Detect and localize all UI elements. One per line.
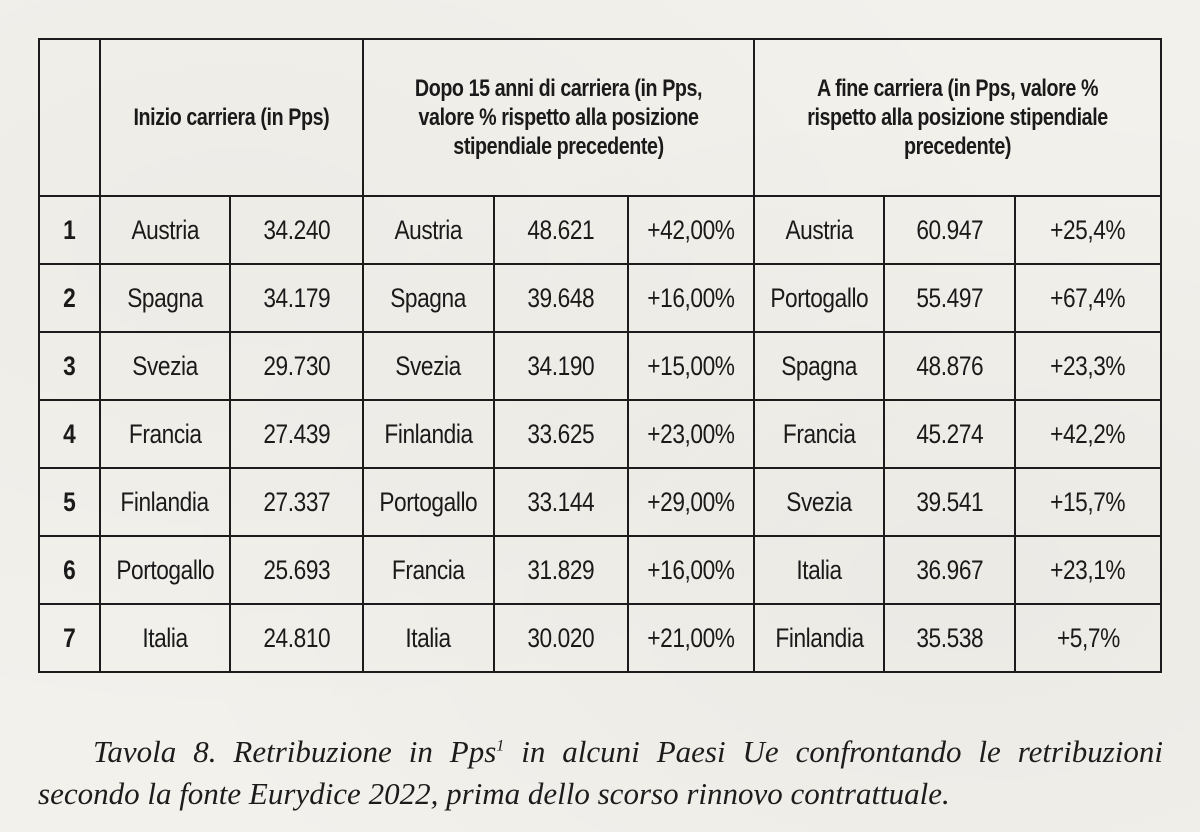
header-rank xyxy=(39,39,100,196)
start-value-cell: 25.693 xyxy=(230,536,363,604)
end-value-cell: 55.497 xyxy=(884,264,1015,332)
start-country-cell: Italia xyxy=(100,604,230,672)
table-row xyxy=(39,536,1161,604)
table-row xyxy=(39,468,1161,536)
mid-value-cell: 48.621 xyxy=(494,196,628,264)
end-value-cell: 48.876 xyxy=(884,332,1015,400)
start-value-cell: 34.240 xyxy=(230,196,363,264)
start-value-cell: 34.179 xyxy=(230,264,363,332)
start-country-cell: Spagna xyxy=(100,264,230,332)
end-country-cell: Italia xyxy=(754,536,884,604)
table-row xyxy=(39,332,1161,400)
mid-value-cell: 31.829 xyxy=(494,536,628,604)
salary-comparison-table xyxy=(38,38,1162,673)
mid-country-cell: Francia xyxy=(363,536,494,604)
rank-cell: 1 xyxy=(39,196,100,264)
rank-cell: 3 xyxy=(39,332,100,400)
rank-cell: 4 xyxy=(39,400,100,468)
mid-percent-cell: +29,00% xyxy=(628,468,754,536)
end-country-cell: Portogallo xyxy=(754,264,884,332)
start-country-cell: Portogallo xyxy=(100,536,230,604)
mid-value-cell: 39.648 xyxy=(494,264,628,332)
rank-cell: 7 xyxy=(39,604,100,672)
end-percent-cell: +15,7% xyxy=(1015,468,1161,536)
caption-text-start: Tavola 8. Retribuzione in Pps xyxy=(93,734,497,769)
mid-country-cell: Italia xyxy=(363,604,494,672)
end-percent-cell: +5,7% xyxy=(1015,604,1161,672)
end-value-cell: 45.274 xyxy=(884,400,1015,468)
caption-text-end: in alcuni Paesi Ue confrontando le retribuzioni secondo la fonte Eurydice 2022, prima dello scorso rinnovo contrattuale. xyxy=(38,734,1163,811)
end-country-cell: Francia xyxy=(754,400,884,468)
start-value-cell: 27.439 xyxy=(230,400,363,468)
start-country-cell: Svezia xyxy=(100,332,230,400)
end-percent-cell: +23,3% xyxy=(1015,332,1161,400)
start-country-cell: Finlandia xyxy=(100,468,230,536)
header-career-start: Inizio carriera (in Pps) xyxy=(100,39,363,196)
mid-value-cell: 33.144 xyxy=(494,468,628,536)
end-country-cell: Spagna xyxy=(754,332,884,400)
start-value-cell: 27.337 xyxy=(230,468,363,536)
table-header-row xyxy=(39,39,1161,196)
mid-percent-cell: +42,00% xyxy=(628,196,754,264)
mid-country-cell: Svezia xyxy=(363,332,494,400)
table-caption xyxy=(38,731,1163,815)
end-country-cell: Austria xyxy=(754,196,884,264)
end-value-cell: 60.947 xyxy=(884,196,1015,264)
table-row xyxy=(39,400,1161,468)
table-row xyxy=(39,604,1161,672)
end-value-cell: 39.541 xyxy=(884,468,1015,536)
mid-country-cell: Austria xyxy=(363,196,494,264)
header-after-15-years: Dopo 15 anni di carriera (in Pps, valore % rispetto alla posizione stipendiale precedente) xyxy=(363,39,754,196)
end-value-cell: 36.967 xyxy=(884,536,1015,604)
table-row xyxy=(39,196,1161,264)
mid-country-cell: Spagna xyxy=(363,264,494,332)
end-percent-cell: +23,1% xyxy=(1015,536,1161,604)
table-body xyxy=(39,196,1161,672)
mid-percent-cell: +15,00% xyxy=(628,332,754,400)
mid-value-cell: 34.190 xyxy=(494,332,628,400)
end-value-cell: 35.538 xyxy=(884,604,1015,672)
start-value-cell: 24.810 xyxy=(230,604,363,672)
rank-cell: 2 xyxy=(39,264,100,332)
mid-value-cell: 30.020 xyxy=(494,604,628,672)
start-value-cell: 29.730 xyxy=(230,332,363,400)
mid-value-cell: 33.625 xyxy=(494,400,628,468)
rank-cell: 6 xyxy=(39,536,100,604)
table-row xyxy=(39,264,1161,332)
mid-percent-cell: +23,00% xyxy=(628,400,754,468)
mid-country-cell: Portogallo xyxy=(363,468,494,536)
header-career-end: A fine carriera (in Pps, valore % rispetto alla posizione stipendiale precedente) xyxy=(754,39,1161,196)
caption-footnote-mark: 1 xyxy=(496,737,505,755)
mid-percent-cell: +21,00% xyxy=(628,604,754,672)
end-country-cell: Svezia xyxy=(754,468,884,536)
end-percent-cell: +42,2% xyxy=(1015,400,1161,468)
mid-country-cell: Finlandia xyxy=(363,400,494,468)
end-percent-cell: +67,4% xyxy=(1015,264,1161,332)
start-country-cell: Austria xyxy=(100,196,230,264)
end-percent-cell: +25,4% xyxy=(1015,196,1161,264)
rank-cell: 5 xyxy=(39,468,100,536)
end-country-cell: Finlandia xyxy=(754,604,884,672)
start-country-cell: Francia xyxy=(100,400,230,468)
mid-percent-cell: +16,00% xyxy=(628,536,754,604)
mid-percent-cell: +16,00% xyxy=(628,264,754,332)
